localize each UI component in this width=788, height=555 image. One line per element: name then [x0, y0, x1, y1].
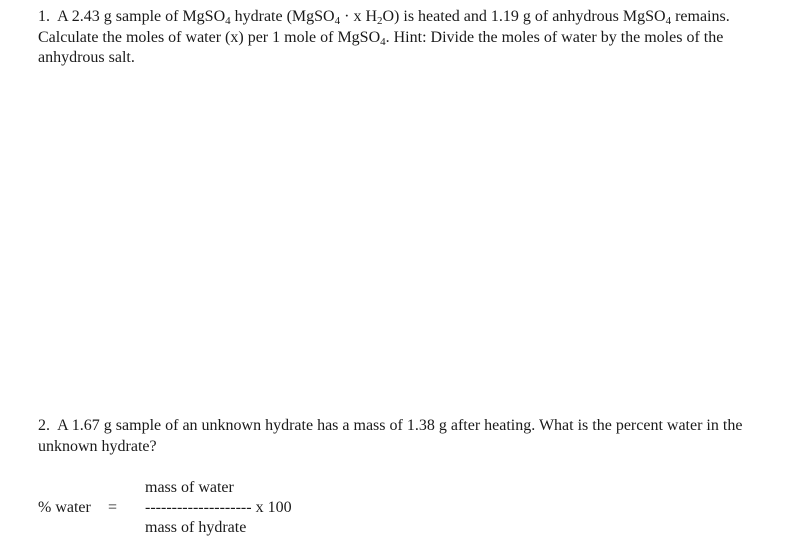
subscript: 4 — [225, 15, 231, 27]
formula-label: % water — [38, 499, 91, 516]
problem-1 — [38, 7, 778, 69]
percent-water-formula — [38, 478, 358, 548]
formula-numerator: mass of water — [145, 479, 234, 496]
problem-1-text-part: . Hint: Divide the moles of water by the moles of the anhydrous salt. — [38, 28, 724, 66]
subscript: 2 — [377, 15, 383, 27]
formula-equals: = — [108, 499, 118, 516]
problem-2-number: 2. — [38, 417, 50, 434]
problem-2 — [38, 416, 778, 457]
problem-1-text-part: hydrate (MgSO — [230, 8, 335, 25]
problem-1-text-part: A 2.43 g sample of MgSO — [57, 8, 226, 25]
problem-2-text: A 1.67 g sample of an unknown hydrate has a mass of 1.38 g after heating. What is the percent water in the unknown hydrate? — [38, 417, 743, 455]
problem-1-text-part: remains. Calculate the moles of water (x) per 1 mole of MgSO — [38, 8, 730, 46]
problem-1-number: 1. — [38, 8, 50, 25]
problem-1-text — [38, 8, 730, 66]
subscript: 4 — [334, 15, 341, 27]
subscript: 4 — [665, 15, 672, 27]
problem-1-text-part: · x H — [340, 8, 377, 25]
problem-1-text-part: O) is heated and 1.19 g of anhydrous MgSO — [382, 8, 666, 25]
formula-divider: -------------------- x 100 — [145, 499, 292, 516]
subscript: 4 — [380, 35, 386, 48]
formula-denominator: mass of hydrate — [145, 519, 247, 536]
